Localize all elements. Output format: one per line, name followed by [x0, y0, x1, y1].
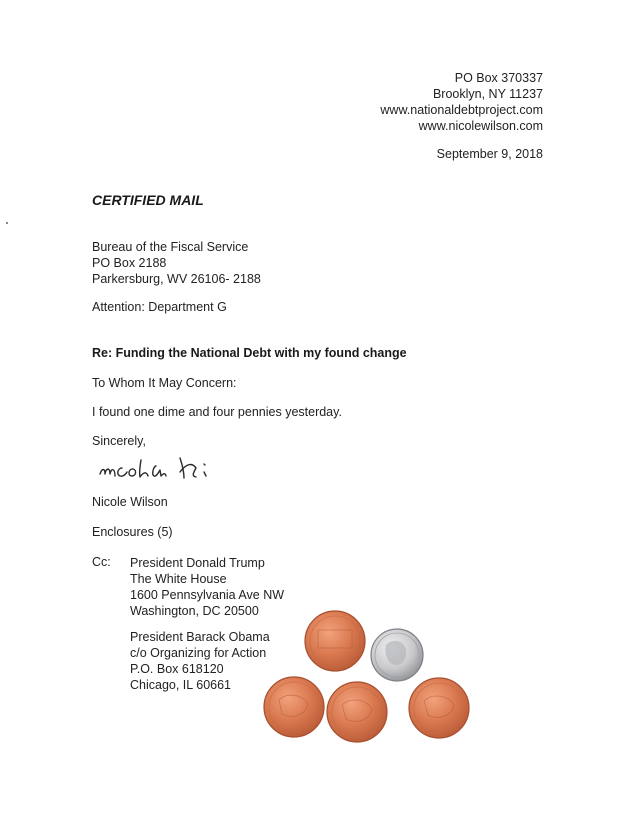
cc-line: The White House [130, 572, 227, 586]
recipient-line: Parkersburg, WV 26106- 2188 [92, 272, 261, 286]
certified-mail-heading: CERTIFIED MAIL [92, 192, 204, 208]
penny-coin [264, 677, 324, 737]
letter-body: I found one dime and four pennies yesterday. [92, 405, 342, 419]
scan-speck [6, 222, 8, 224]
closing: Sincerely, [92, 434, 146, 448]
cc-line: 1600 Pennsylvania Ave NW [130, 588, 285, 602]
penny-coin [305, 611, 365, 671]
recipient-line: PO Box 2188 [92, 256, 167, 270]
letter-date: September 9, 2018 [436, 147, 543, 161]
cc-line: P.O. Box 618120 [130, 662, 224, 676]
website-link: www.nationaldebtproject.com [380, 103, 543, 117]
subject-line: Re: Funding the National Debt with my found change [92, 346, 407, 360]
attention-line: Attention: Department G [92, 300, 227, 314]
recipient-address [92, 239, 261, 287]
penny-coin [409, 678, 469, 738]
return-address-line: PO Box 370337 [454, 71, 543, 85]
return-address-line: Brooklyn, NY 11237 [432, 87, 543, 101]
penny-coin [327, 682, 387, 742]
cc-line: Washington, DC 20500 [130, 604, 259, 618]
cc-line: President Barack Obama [130, 630, 270, 644]
cc-recipient [130, 629, 270, 693]
handwritten-signature [96, 452, 256, 488]
cc-line: c/o Organizing for Action [130, 646, 267, 660]
recipient-line: Bureau of the Fiscal Service [92, 240, 249, 254]
salutation: To Whom It May Concern: [92, 376, 237, 390]
return-address [380, 70, 543, 134]
signer-name: Nicole Wilson [92, 495, 168, 509]
website-link: www.nicolewilson.com [418, 119, 543, 133]
cc-line: Chicago, IL 60661 [130, 678, 232, 692]
dime-coin [371, 629, 423, 681]
cc-line: President Donald Trump [130, 556, 265, 570]
enclosures-note: Enclosures (5) [92, 525, 173, 539]
cc-label: Cc: [92, 555, 111, 569]
cc-recipient [130, 555, 284, 619]
